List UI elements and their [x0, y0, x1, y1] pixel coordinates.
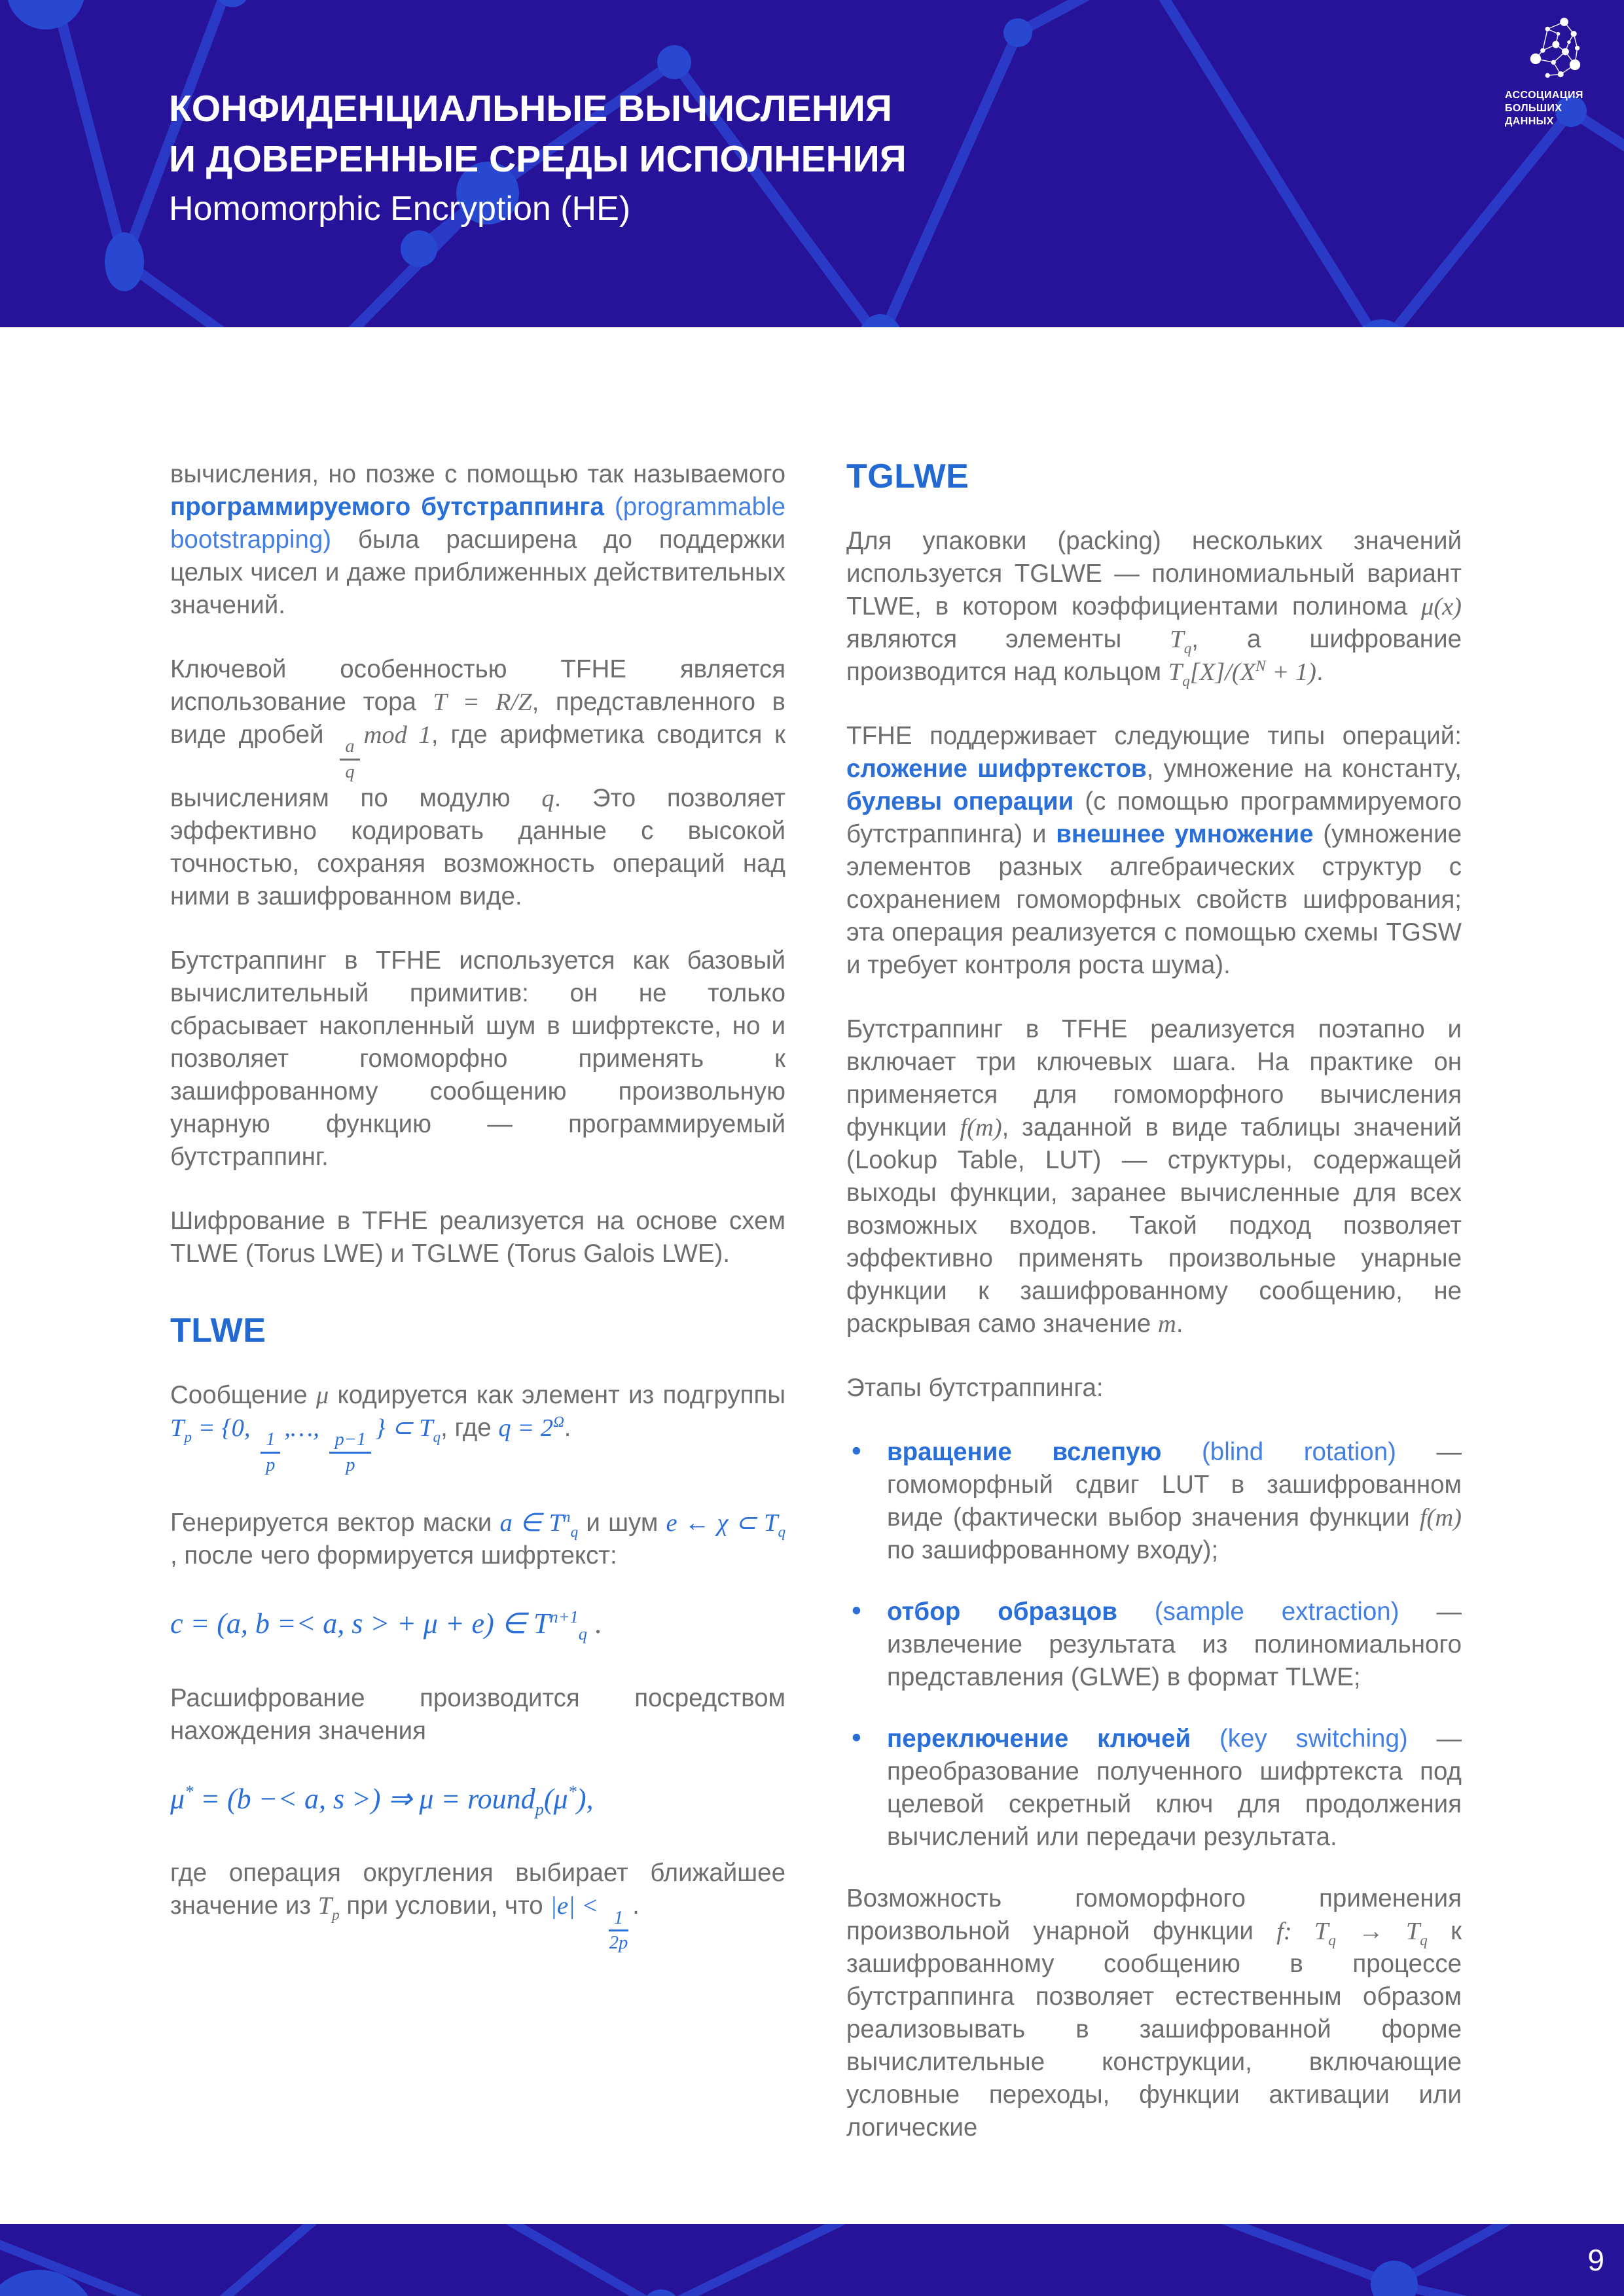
logo-text-line2: БОЛЬШИХ ДАННЫХ [1505, 103, 1562, 127]
paragraph: Генерируется вектор маски a ∈ $T^n_q$ и шум e ← χ ⊂ $T_q$ , после чего формируется шифртекст: [170, 1507, 785, 1570]
footer-network-pattern [0, 2224, 1624, 2296]
section-heading: TGLWE [846, 457, 969, 495]
abd-logo-icon [1523, 16, 1588, 86]
list-item: • отбор образцов (sample extraction) — извлечение результата из полиномиального представления (GLWE) в формат TLWE; [852, 1595, 1462, 1691]
page-number: 9 [1587, 2243, 1604, 2277]
fraction: $\frac{a}{q}$ [340, 737, 359, 782]
paragraph: Сообщение μ кодируется как элемент из подгруппы $T_p = \{0$, $\frac{1}{p}$ ,…, $\frac{p-1}{p}$ } ⊂ $T_q$, где $q = 2^\Omega$. [170, 1381, 785, 1476]
paragraph: Бутстраппинг в TFHE используется как базовый вычислительный примитив: он не только сбрасывает накопленный шум в шифртексте, но и позволяет гомоморфно применять к зашифрованному сообщению произвольную унарную функцию — программируемый бутстраппинг. [170, 946, 785, 1172]
paragraph: Расшифрование производится посредством нахождения значения [170, 1683, 785, 1745]
paragraph: Для упаковки (packing) нескольких значений используется TGLWE — полиномиальный вариант TLWE, в котором коэффициентами полинома μ(x) являются элементы $T_q$, а шифрование производится над кольцом $T_q[X]/(X^N + 1)$. [846, 527, 1462, 689]
bullet-dot-icon: • [852, 1435, 861, 1466]
paragraph: TFHE поддерживает следующие типы операций: сложение шифртекстов, умножение на константу, булевы операции (с помощью программируемого бутстраппинга) и внешнее умножение (умножение элементов разных алгебраических структур с сохранением гомоморфных свойств шифрования; эта операция реализуется с помощью схемы TGSW и требует контроля роста шума). [846, 722, 1462, 979]
logo-text-line1: АССОЦИАЦИЯ [1505, 90, 1583, 101]
page-title-line1: КОНФИДЕНЦИАЛЬНЫЕ ВЫЧИСЛЕНИЯ [169, 88, 892, 130]
formula: c = (a, b =< a, s > + μ + e) ∈ $T^{n+1}_q$ . [170, 1606, 602, 1644]
fraction: $\frac{1}{2p}$ [609, 1907, 628, 1954]
logo-text [1499, 89, 1604, 128]
fraction: $\frac{p-1}{p}$ [329, 1430, 371, 1475]
formula: μ* = (b −< a, s >) ⇒ μ = round$_p$(μ*), [170, 1782, 594, 1819]
list-item: • переключение ключей (key switching) — преобразование полученного шифртекста под целевой секретный ключ для продолжения вычислений или передачи результата. [852, 1722, 1462, 1851]
page-footer [0, 2224, 1624, 2296]
paragraph: Этапы бутстраппинга: [846, 1374, 1104, 1402]
paragraph: вычисления, но позже с помощью так называемого программируемого бутстраппинга (programmable bootstrapping) была расширена до поддержки целых чисел и даже приближенных действительных значений. [170, 460, 785, 619]
paragraph: где операция округления выбирает ближайшее значение из $T_p$ при условии, что |e| < $\frac{1}{2p}$ . [170, 1859, 785, 1954]
paragraph: Ключевой особенностью TFHE является использование тора T = R/Z, представленного в виде дробей $\frac{a}{q}$ mod 1, где арифметика сводится к вычислениям по модулю q. Это позволяет эффективно кодировать данные с высокой точностью, сохраняя возможность операций над ними в зашифрованном виде. [170, 655, 785, 911]
list-item: • вращение вслепую (blind rotation) — гомоморфный сдвиг LUT в зашифрованном виде (фактически выбор значения функции f(m) по зашифрованному входу); [852, 1435, 1462, 1564]
abd-logo [1499, 16, 1604, 128]
page-header [0, 0, 1624, 327]
section-heading: TLWE [170, 1312, 266, 1350]
right-column [846, 457, 1462, 2176]
paragraph: Возможность гомоморфного применения произвольной унарной функции f: $T_q \to T_q$ к зашифрованному сообщению в процессе бутстраппинга позволяет естественным образом реализовывать в зашифрованной форме вычислительные конструкции, включающие условные переходы, функции активации или логические [846, 1884, 1462, 2142]
fraction: $\frac{1}{p}$ [261, 1430, 280, 1475]
bullet-dot-icon: • [852, 1595, 861, 1626]
left-column [170, 458, 785, 1984]
page-title-line2: И ДОВЕРЕННЫЕ СРЕДЫ ИСПОЛНЕНИЯ [169, 138, 907, 180]
paragraph: Бутстраппинг в TFHE реализуется поэтапно и включает три ключевых шага. На практике он применяется для гомоморфного вычисления функции f(m), заданной в виде таблицы значений (Lookup Table, LUT) — структуры, содержащей выходы функции, заранее вычисленные для всех возможных входов. Такой подход позволяет эффективно применять произвольные унарные функции к зашифрованному сообщению, не раскрывая само значение m. [846, 1015, 1462, 1338]
paragraph: Шифрование в TFHE реализуется на основе схем TLWE (Torus LWE) и TGLWE (Torus Galois LWE). [170, 1207, 785, 1268]
page-subtitle: Homomorphic Encryption (HE) [169, 190, 631, 228]
title-block [169, 84, 907, 230]
bullet-dot-icon: • [852, 1722, 861, 1753]
